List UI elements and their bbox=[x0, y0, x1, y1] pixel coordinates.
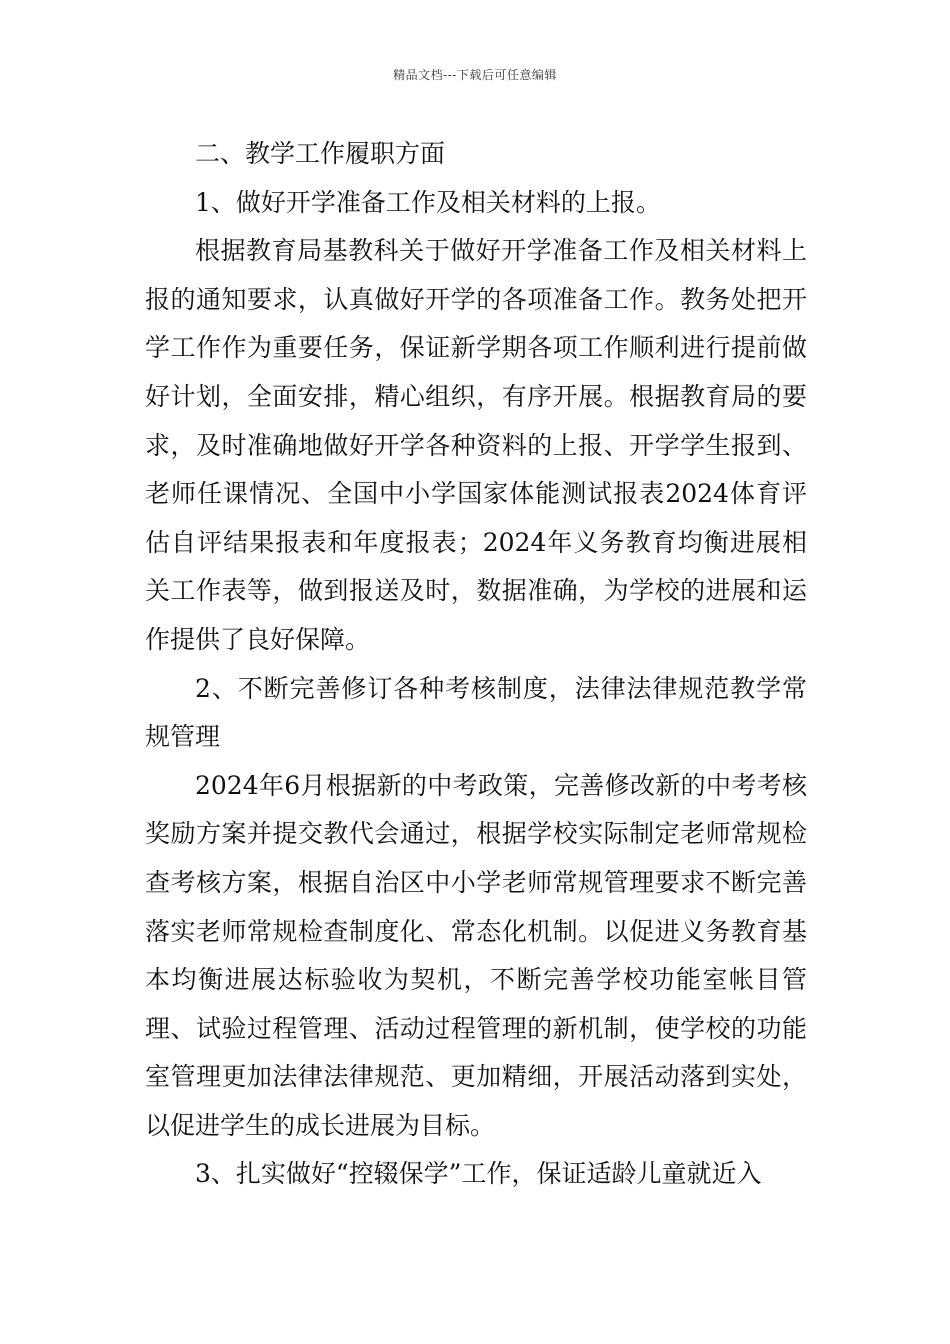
subheading-2: 2、不断完善修订各种考核制度，法律法律规范教学常规管理 bbox=[145, 673, 807, 752]
page-header-watermark: 精品文档---下载后可任意编辑 bbox=[393, 68, 557, 82]
document-body bbox=[145, 130, 807, 1199]
paragraph-2: 2024年6月根据新的中考政策，完善修改新的中考考核奖励方案并提交教代会通过，根据学校实际制定老师常规检查考核方案，根据自治区中小学老师常规管理要求不断完善落实老师常规检查制度化、常态化机制。以促进义务教育基本均衡进展达标验收为契机，不断完善学校功能室帐目管理、试验过程管理、活动过程管理的新机制，使学校的功能室管理更加法律法律规范、更加精细，开展活动落到实处，以促进学生的成长进展为目标。 bbox=[145, 770, 807, 1140]
section-heading: 二、教学工作履职方面 bbox=[195, 139, 446, 168]
subheading-3: 3、扎实做好“控辍保学”工作，保证适龄儿童就近入 bbox=[195, 1159, 762, 1189]
subheading-1: 1、做好开学准备工作及相关材料的上报。 bbox=[195, 187, 661, 217]
paragraph-1: 根据教育局基教科关于做好开学准备工作及相关材料上报的通知要求，认真做好开学的各项准备工作。教务处把开学工作作为重要任务，保证新学期各项工作顺利进行提前做好计划，全面安排，精心组织，有序开展。根据教育局的要求，及时准确地做好开学各种资料的上报、开学学生报到、老师任课情况、全国中小学国家体能测试报表2024体育评估自评结果报表和年度报表；2024年义务教育均衡进展相关工作表等，做到报送及时，数据准确，为学校的进展和运作提供了良好保障。 bbox=[145, 236, 807, 654]
